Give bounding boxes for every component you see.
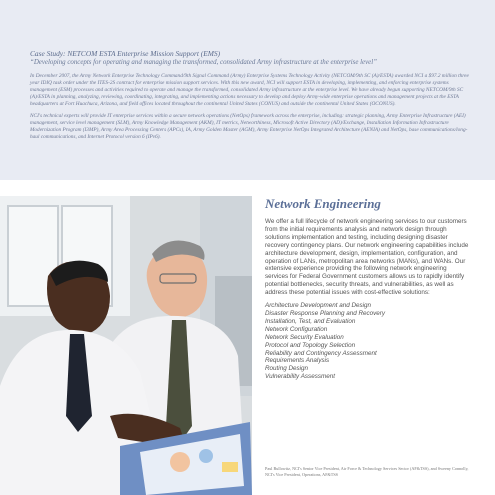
network-engineering-section	[265, 196, 470, 381]
case-study-title: Case Study: NETCOM ESTA Enterprise Mission Support (EMS)	[30, 49, 221, 58]
photo-caption: Paul Bullowitz, NCI's Senior Vice President, Air Force & Technology Services Sector (AF&TSS), and Sweeny Connolly, NCI's Vice President, Operations, AF&TSS	[265, 466, 469, 477]
case-study-quote: “Developing concepts for operating and managing the transformed, consolidated Army infrastructure at the enterprise level”	[30, 59, 377, 66]
service-item: Network Configuration	[265, 325, 328, 333]
service-item: Disaster Response Planning and Recovery	[265, 309, 386, 317]
services-list	[265, 302, 470, 381]
network-engineering-body: We offer a full lifecycle of network engineering services to our customers from the initial requirements analysis and network design through solutions implementation and testing, including designing disaster recovery contingency plans. Our network engineering capabilities include architecture development, design, implementation, configuration, and operation of LANs, metropolitan area networks (MANs), and WANs. Our extensive experience providing the following network engineering services for Federal Government customers allows us to rapidly identify potential bottlenecks, security threats, and vulnerabilities, as well as address these potential issues with cost-effective solutions:	[265, 218, 469, 297]
service-item: Requirements Analysis	[265, 357, 330, 365]
service-item: Architecture Development and Design	[265, 302, 372, 310]
service-item: Network Security Evaluation	[265, 333, 344, 341]
photo-two-men-reviewing-documents	[0, 196, 252, 495]
case-study-paragraph-1: In December 2007, the Army Network Enterprise Technology Command/9th Signal Command (Army) Enterprise Systems Technology Activity (NETCOM/9th SC (A)/ESTA) awarded NCI a $97.2 million three year IDIQ task order under the ITES-2S contract for enterprise mission support services. With this new award, NCI will support ESTA in developing, implementing, and enforcing enterprise systems management (ESM) processes and activities required to operate and manage the transformed, consolidated Army infrastructure at the enterprise level. We have already begun supporting NETCOM/9th SC (A)/ESTA in planning, analyzing, reviewing, coordinating, integrating, and implementing actions necessary to develop and deploy Army-wide enterprise operations and management projects at the ESTA headquarters at Fort Huachuca, Arizona, and field offices located throughout the continental United States (CONUS) and outside the continental United States (OCONUS).	[30, 72, 469, 108]
service-item: Routing Design	[265, 365, 309, 373]
case-study	[30, 49, 470, 145]
network-engineering-title: Network Engineering	[265, 196, 381, 211]
service-item: Vulnerability Assessment	[265, 373, 335, 381]
service-item: Protocol and Topology Selection	[265, 341, 356, 349]
service-item: Reliability and Contingency Assessment	[265, 349, 377, 357]
case-study-paragraph-2: NCI's technical experts will provide IT enterprise services within a secure network operations (NetOps) framework across the enterprise, including: strategic planning, Army Enterprise Infrastructure (AEI) management, service level management (SLM), Army Knowledge Management (AKM), IT metrics, Networthiness, Microsoft Active Directory (AD)/Exchange, Installation Information Infrastructure Modernization Program (I3MP), Army Area Processing Centers (APCs), IA, Army Golden Master (AGM), Army Enterprise NetOps Integrated Architecture (AENIA) and NetOps, base communications/long-haul communications, and Internet Protocol version 6 (IPv6).	[30, 112, 468, 141]
service-item: Installation, Test, and Evaluation	[265, 317, 356, 325]
